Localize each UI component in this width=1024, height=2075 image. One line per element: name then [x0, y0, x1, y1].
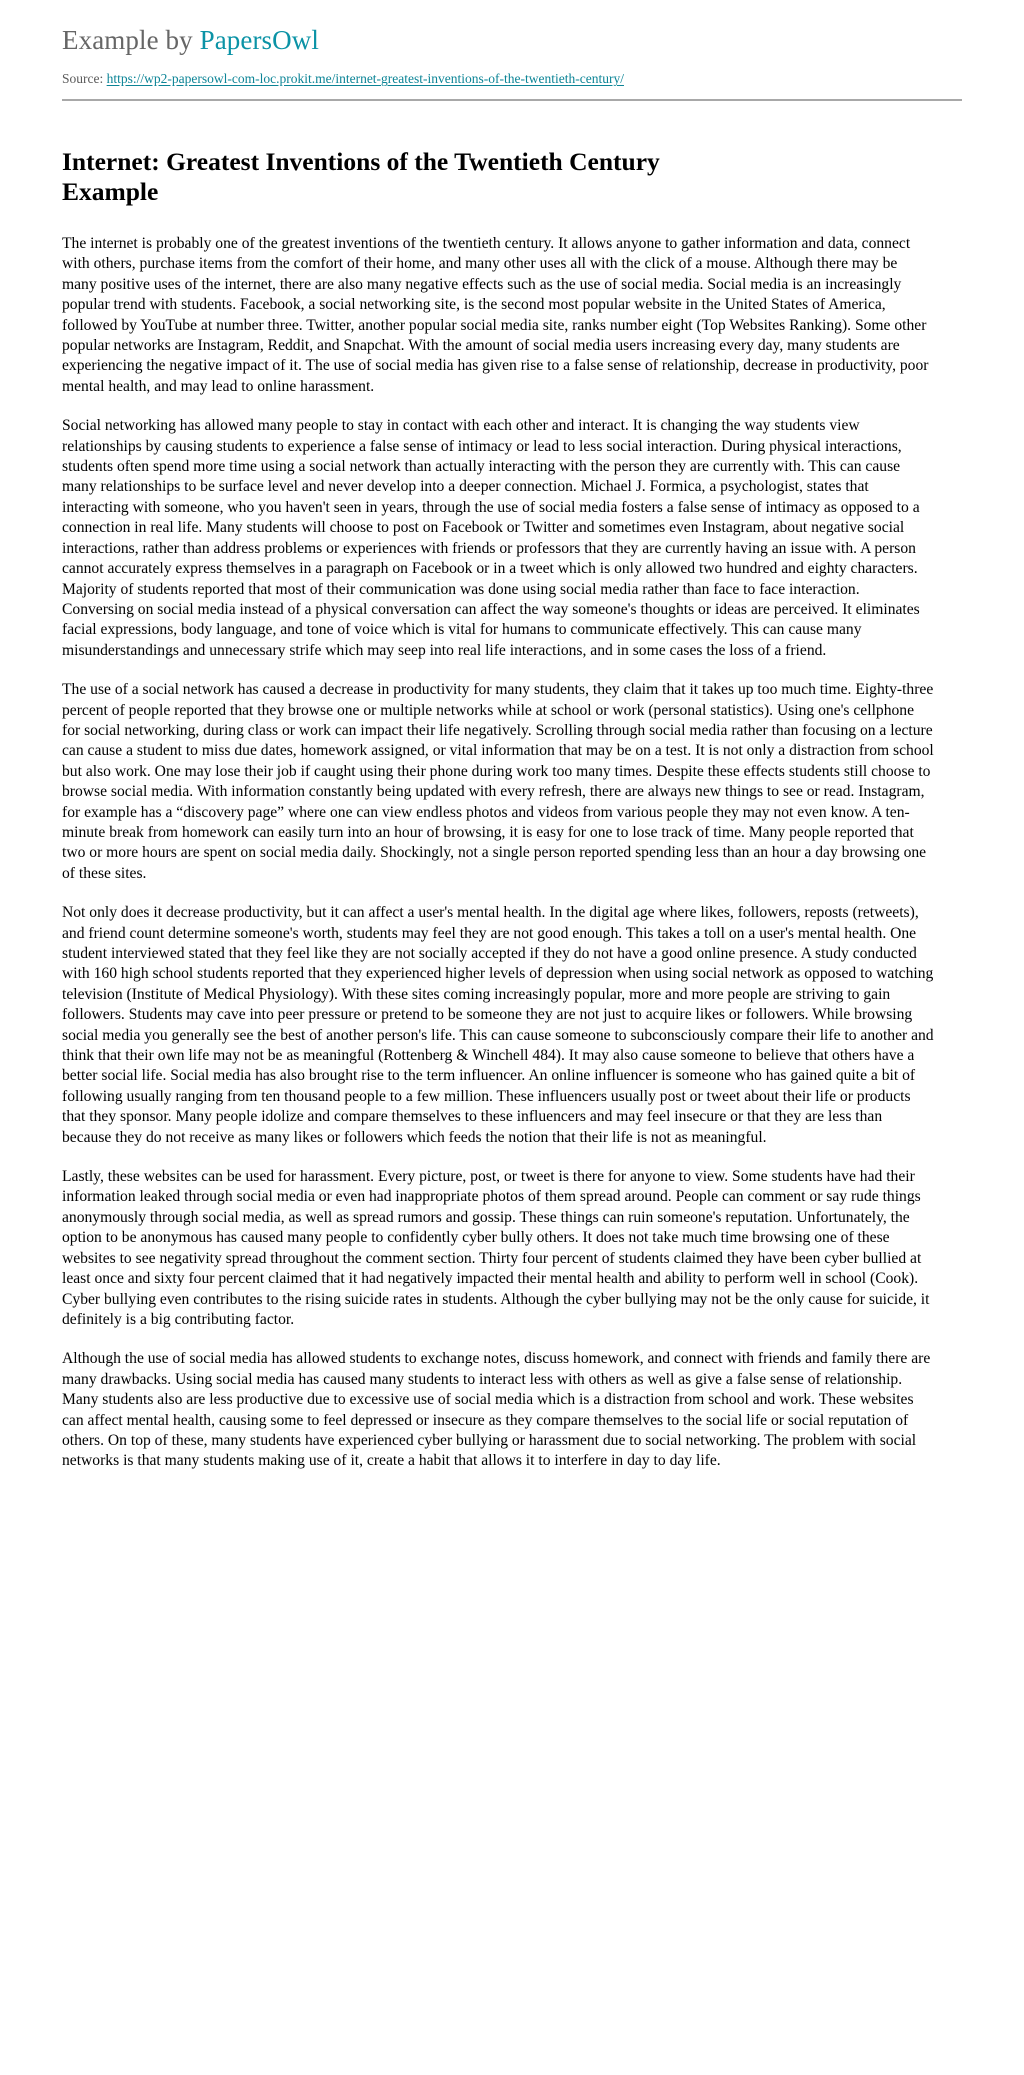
paragraph-5: Lastly, these websites can be used for harassment. Every picture, post, or tweet is there for anyone to view. Some students have had their information leaked through social media or even had inappropriate photos of them spread around. People can comment or say rude things anonymously through social media, as well as spread rumors and gossip. These things can ruin someone's reputation. Unfortunately, the option to be anonymous has caused many people to confidently cyber bully others. It does not take much time browsing one of these websites to see negativity spread throughout the comment section. Thirty four percent of students claimed they have been cyber bullied at least once and sixty four percent claimed that it had negatively impacted their mental health and ability to perform well in school (Cook). Cyber bullying even contributes to the rising suicide rates in students. Although the cyber bullying may not be the only cause for suicide, it definitely is a big contributing factor. — [62, 1168, 930, 1328]
source-url-link[interactable]: https://wp2-papersowl-com-loc.prokit.me/internet-greatest-inventions-of-the-twentieth-century/ — [106, 71, 624, 86]
brand-title — [62, 24, 962, 56]
brand-prefix-text: Example by — [62, 25, 200, 55]
paragraph-4: Not only does it decrease productivity, but it can affect a user's mental health. In the digital age where likes, followers, reposts (retweets), and friend count determine someone's worth, students may feel they are not good enough. This takes a toll on a user's mental health. One student interviewed stated that they feel like they are not socially accepted if they do not have a good online presence. A study conducted with 160 high school students reported that they experienced higher levels of depression when using social network as opposed to watching television (Institute of Medical Physiology). With these sites coming increasingly popular, more and more people are striving to gain followers. Students may cave into peer pressure or pretend to be someone they are not just to acquire likes or followers. While browsing social media you generally see the best of another person's life. This can cause someone to subconsciously compare their life to another and think that their own life may not be as meaningful (Rottenberg & Winchell 484). It may also cause someone to believe that others have a better social life. Social media has also brought rise to the term influencer. An online influencer is someone who has gained quite a bit of following usually ranging from ten thousand people to a few million. These influencers usually post or tweet about their life or products that they sponsor. Many people idolize and compare themselves to these influencers and may feel insecure or that they are less than because they do not receive as many likes or followers which feeds the notion that their life is not as meaningful. — [62, 904, 934, 1146]
header-divider — [62, 99, 962, 101]
article-body — [0, 147, 1024, 1531]
brand-name-text: PapersOwl — [199, 25, 319, 55]
paragraph-6: Although the use of social media has allowed students to exchange notes, discuss homework, and connect with friends and family there are many drawbacks. Using social media has caused many students to interact less with others as well as give a false sense of relationship. Many students also are less productive due to excessive use of social media which is a distraction from school and work. These websites can affect mental health, causing some to feel depressed or insecure as they compare themselves to the social life or social reputation of others. On top of these, many students have experienced cyber bullying or harassment due to social networking. The problem with social networks is that many students making use of it, create a habit that allows it to interfere in day to day life. — [62, 1350, 931, 1470]
paragraph-3: The use of a social network has caused a decrease in productivity for many students, they claim that it takes up too much time. Eighty-three percent of people reported that they browse one or multiple networks while at school or work (personal statistics). Using one's cellphone for social networking, during class or work can impact their life negatively. Scrolling through social media rather than focusing on a lecture can cause a student to miss due dates, homework assigned, or vital information that may be on a test. It is not only a distraction from school but also work. One may lose their job if caught using their phone during work too many times. Despite these effects students still choose to browse social media. With information constantly being updated with every refresh, there are always new things to see or read. Instagram, for example has a “discovery page” where one can view endless photos and videos from various people they may not even know. A ten-minute break from homework can easily turn into an hour of browsing, it is easy for one to lose track of time. Many people reported that two or more hours are spent on social media daily. Shockingly, not a single person reported spending less than an hour a day browsing one of these sites. — [62, 681, 934, 882]
paragraph-1: The internet is probably one of the greatest inventions of the twentieth century. It allows anyone to gather information and data, connect with others, purchase items from the comfort of their home, and many other uses all with the click of a mouse. Although there may be many positive uses of the internet, there are also many negative effects such as the use of social media. Social media is an increasingly popular trend with students. Facebook, a social networking site, is the second most popular website in the United States of America, followed by YouTube at number three. Twitter, another popular social media site, ranks number eight (Top Websites Ranking). Some other popular networks are Instagram, Reddit, and Snapchat. With the amount of social media users increasing every day, many students are experiencing the negative impact of it. The use of social media has given rise to a false sense of relationship, decrease in productivity, poor mental health, and may lead to online harassment. — [62, 235, 929, 395]
document-header — [0, 0, 1024, 88]
page-title: Internet: Greatest Inventions of the Twentieth Century Example — [62, 147, 660, 206]
paragraph-2: Social networking has allowed many people to stay in contact with each other and interact. It is changing the way students view relationships by causing students to experience a false sense of intimacy or lead to less social interaction. During physical interactions, students often spend more time using a social network than actually interacting with the person they are currently with. This can cause many relationships to be surface level and never develop into a deeper connection. Michael J. Formica, a psychologist, states that interacting with someone, who you haven't seen in years, through the use of social media fosters a false sense of intimacy as opposed to a connection in real life. Many students will choose to post on Facebook or Twitter and sometimes even Instagram, about negative social interactions, rather than address problems or experiences with friends or professors that they are currently having an issue with. A person cannot accurately express themselves in a paragraph on Facebook or in a tweet which is only allowed two hundred and eighty characters. Majority of students reported that most of their communication was done using social media rather than face to face interaction. Conversing on social media instead of a physical conversation can affect the way someone's thoughts or ideas are perceived. It eliminates facial expressions, body language, and tone of voice which is vital for humans to communicate effectively. This can cause many misunderstandings and unnecessary strife which may seep into real life interactions, and in some cases the loss of a friend. — [62, 417, 920, 659]
source-line — [62, 70, 962, 88]
source-label: Source: — [62, 71, 107, 86]
